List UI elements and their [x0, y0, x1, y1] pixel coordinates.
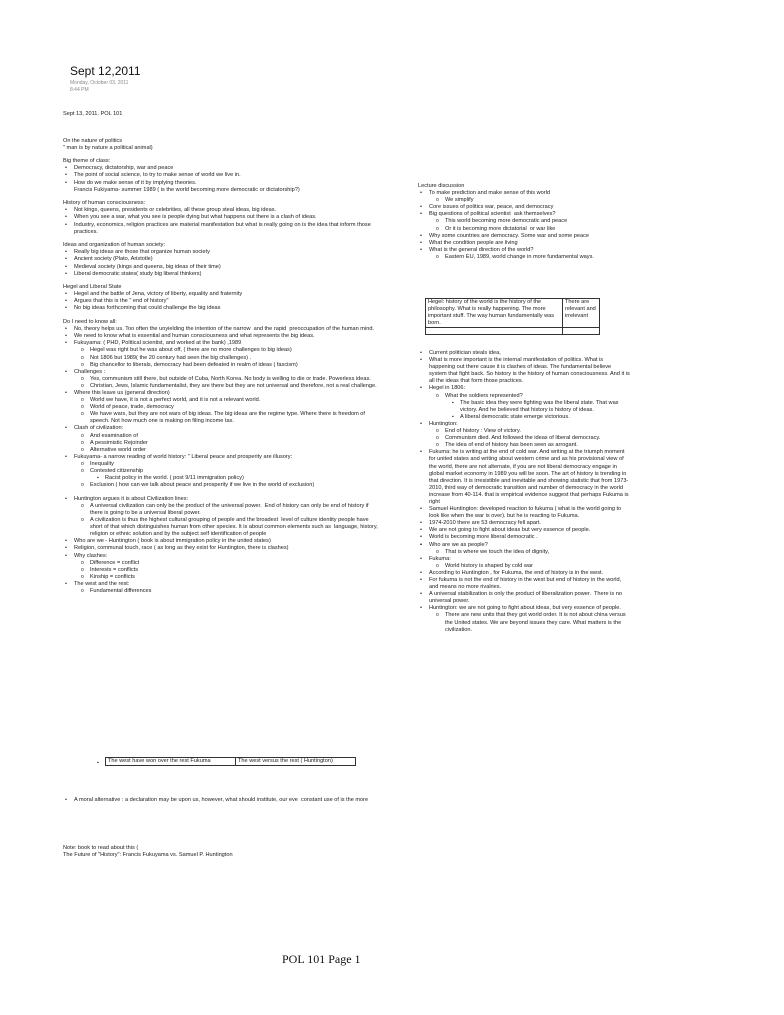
bullet-item: • According to Huntington , for Fukuma, the end of history is in the west. — [418, 570, 630, 577]
bullet-item: • Who are we - Huntington ( book is about immigration policy in the united states) — [63, 538, 378, 545]
bullet-item: • Huntington argues it is about Civilization lines: — [63, 496, 378, 503]
bullet-item: • Current politician steals idea, — [418, 350, 630, 357]
bullet-item: • What is the general direction of the world? — [418, 247, 628, 254]
sub-bullet-item: o End of history : View of victory. — [418, 428, 630, 435]
sub-bullet-item: o Eastern EU, 1989, world change in more fundamental ways. — [418, 254, 628, 261]
left-table-wrap — [63, 757, 363, 766]
note-line: Lecture discussion — [418, 183, 465, 189]
sub-bullet-item: ▪ The basic idea they were fighting was the liberal state. That was victory. And he believed that history is history of ideas. — [418, 400, 630, 414]
table-cell-relevant: There are relevant and irrelevant — [563, 299, 600, 328]
note-line: Big theme of class: — [63, 158, 111, 165]
bullet-item: • Religion, communal touch, race ( as long as they exist for Huntington, there is clashes) — [63, 545, 378, 552]
sub-bullet-item: o What the soldiers represented? — [418, 393, 630, 400]
sub-bullet-item: o Not 1806 but 1989( the 20 century had seen the big challenges) . — [63, 355, 378, 362]
sub-bullet-item: o Christian, Jews, Islamic fundamentalist, they are there but they are not universal and therefore, not a real challenge. — [63, 383, 378, 390]
bullet-item: • Fukuyama- a narrow reading of world history: " Liberal peace and prosperity are illusory: — [63, 454, 378, 461]
bullet-item: • No big ideas forthcoming that could challenge the big ideas — [63, 305, 378, 312]
bullet-item: • A moral alternative : a declaration may be upon us, however, what should institute, our eve constant use of is the more — [63, 797, 383, 804]
bullet-item: • Fukuma: — [418, 556, 630, 563]
bullet-item: • Hegel and the battle of Jena, victory of liberty, equality and fraternity — [63, 291, 378, 298]
sub-bullet-item: o World we have, it is not a perfect world, and it is not a relevant world. — [63, 397, 378, 404]
sub-bullet-item: o There are new units that they got world order. It is not about china versus the United states. We are beyond issues they care. What matters is the civilization. — [418, 612, 630, 633]
sub-bullet-item: o That is where we touch the idea of dignity, — [418, 549, 630, 556]
sub-bullet-item: o We have wars, but they are not wars of big ideas. The big ideas are the regime type. Where there is freedom of speech. Not how much one is making on filing income tax. — [63, 411, 378, 425]
bullet-item: • Fukuyama: ( PHD, Political scientist, and worked at the bank) ,1989 — [63, 340, 378, 347]
sub-bullet-item: o A universal civilization can only be the product of the universal power. End of history can only be end of history if there is going to be a universal liberal power. — [63, 503, 378, 517]
note-line: Hegel and Liberal State — [63, 284, 122, 291]
sub-bullet-item: o The idea of end of history has been seen as arrogant. — [418, 442, 630, 449]
sub-bullet-item: o Hegel was right but he was about off, ( there are no more challenges to big ideas) — [63, 347, 378, 354]
bullet-item: • Medieval society (kings and queens, big ideas of their time) — [63, 264, 378, 271]
bullet-item: • What is more important is the internal manifestation of politics. What is happening out there cause it is clashes of ideas. The fundamental believe system that fight back. So history is the history of human consciousness. And it is all the ideas that form those practices. — [418, 357, 630, 385]
note-line: The Future of "History": Francis Fukuyama vs. Samuel P. Huntington — [63, 852, 233, 859]
page-title: Sept 12,2011 — [70, 64, 141, 78]
note-line: Ideas and organization of human society: — [63, 242, 165, 249]
bullet-item: • The west and the rest: — [63, 581, 378, 588]
west-vs-rest-table — [105, 757, 356, 766]
sub-bullet-item: o Alternative world order — [63, 447, 378, 454]
sub-bullet-item: o Interests = conflicts — [63, 567, 378, 574]
bullet-item: • Hegel in 1806: — [418, 385, 630, 392]
sub-bullet-item: o Contested citizenship — [63, 468, 378, 475]
sub-bullet-item: o And examination of — [63, 433, 378, 440]
bullet-item: • When you see a war, what you see is people dying but what happens out there is a clash of ideas. — [63, 214, 378, 221]
bullet-item: • Core issues of politics war, peace, and democracy — [418, 204, 628, 211]
sub-bullet-item: o Difference = conflict — [63, 560, 378, 567]
bullet-item: • Not kings, queens, presidents or celebrities, all these group steal ideas, big ideas. — [63, 207, 378, 214]
sub-bullet-item: o Fundamental differences — [63, 588, 378, 595]
note-line: Sept 13, 2011. POL 101 — [63, 111, 123, 117]
table-cell-empty-2 — [563, 328, 600, 335]
table-cell-hegel: Hegel: history of the world is the history of the philosophy. What is really happening. The more important stuff. The way human fundamentally was born. — [426, 299, 563, 328]
left-tail — [63, 797, 383, 804]
bullet-item: • Big questions of political scientist ask themselves? — [418, 211, 628, 218]
bullet-item: • For fukuma is not the end of history in the west but end of history in the world, and means no more rivalries. — [418, 577, 630, 591]
bullet-item: • Huntington: we are not going to fight about ideas, but very essence of people. — [418, 605, 630, 612]
sub-bullet-item: o Big chancellor to liberals, democracy had been defeated in realm of ideas ( fascism) — [63, 362, 378, 369]
bullet-item: • Why some countries are democracy. Some war and some peace — [418, 233, 628, 240]
bullet-item: • Why clashes: — [63, 553, 378, 560]
sub-bullet-item: o Or it is becoming more dictatorial or war like — [418, 226, 628, 233]
bullet-item: • Samuel Huntington: developed reaction to fukuma ( what is the world going to look like when the war is over). but he is reacting to Fukuma. — [418, 506, 630, 520]
sub-bullet-item: o A civilization is thus the highest cultural grouping of people and the broadest level of culture identity people have short of that which distinguishes human from other species. It is about common elements such as language, history, religion or ethnic solution and by the subject self identification of people — [63, 517, 378, 538]
bullet-item: • Fukuma: he is writing at the end of cold war. And writing at the triumph moment for united states and writing about western crime and as his provisional view of the world, there are not alternate, if you are not liberal democracy engage in global market economy in 1989 you will be soon. The art of history is trending in that direction. It is irresistible and inevitable and showing statistic that from 1973-2010, third way of democratic transition and number of democracy in the world increase from 40-114. that is empirical evidence suggest that perhaps Fukuma is right — [418, 449, 630, 506]
bullet-item: • 1974-2010 there are 53 democracy fell apart. — [418, 520, 630, 527]
bullet-item: • The point of social science, to try to make sense of world we live in. — [63, 172, 378, 179]
sub-bullet-item: o Yes, communism still there, but outside of Cuba, North Korea. No body is welling to die or trade. Powerless ideas. — [63, 376, 378, 383]
note-line: Do I need to know all: — [63, 319, 117, 326]
bullet-item: • Argues that this is the " end of history" — [63, 298, 378, 305]
table-bullet-icon: ▪ — [97, 760, 99, 766]
bullet-item: Francis Fukiyama- summer 1989 ( is the world becoming more democratic or dictatorship?) — [74, 186, 300, 193]
sub-bullet-item: o Exclusion ( how can we talk about peace and prosperity if we live in the world of exclusion) — [63, 482, 378, 489]
left-column — [63, 111, 378, 595]
bullet-item: • World is becoming more liberal democratic . — [418, 534, 630, 541]
bullet-item: • Industry, economics, religion practices are material manifestation but what is really going on is the idea that inform those practices. — [63, 222, 378, 236]
bullet-item: • Really big ideas are those that organize human society — [63, 249, 378, 256]
note-line: " man is by nature a political animal) — [63, 144, 153, 151]
bullet-item: • Who are we as people? — [418, 542, 630, 549]
table-cell-fukuma: The west have won over the rest Fukuma — [106, 758, 236, 766]
sub-bullet-item: o We simplify — [418, 197, 628, 204]
sub-bullet-item: o Kinship = conflicts — [63, 574, 378, 581]
note-line: On the nature of politics — [63, 137, 123, 144]
note-line: Note: book to read about this ( — [63, 845, 139, 851]
table-cell-empty-1 — [426, 328, 563, 335]
sub-bullet-item: o Inequality — [63, 461, 378, 468]
sub-bullet-item: o World history is shaped by cold war — [418, 563, 630, 570]
note-line: History of human consciousness: — [63, 200, 146, 207]
sub-bullet-item: o This world becoming more democratic and peace — [418, 218, 628, 225]
sub-bullet-item: o A pessimistic Rejoinder — [63, 440, 378, 447]
hegel-table — [425, 298, 600, 335]
bullet-item: • Huntington: — [418, 421, 630, 428]
right-column-2 — [418, 350, 630, 634]
book-note — [63, 845, 383, 859]
page-date: Monday, October 03, 2011 — [70, 80, 129, 86]
bullet-item: • What the condition people are living — [418, 240, 628, 247]
sub-bullet-item: o Communism died. And followed the ideas of liberal democracy. — [418, 435, 630, 442]
right-column — [418, 183, 628, 261]
bullet-item: • We need to know what is essential and human consciousness and what represents the big ideas. — [63, 333, 378, 340]
bullet-item: • No, theory helps us. Too often the unyielding the intention of the narrow and the rapid preoccupation of the human mind. — [63, 326, 378, 333]
bullet-item: • We are not going to fight about ideas but very essence of people. — [418, 527, 630, 534]
bullet-item: • Ancient society (Plato, Aristotle) — [63, 256, 378, 263]
bullet-item: • Liberal democratic states( study big liberal thinkers) — [63, 271, 378, 278]
bullet-item: • Democracy, dictatorship, war and peace — [63, 165, 378, 172]
sub-bullet-item: ▪ A liberal democratic state emerge victorious. — [418, 414, 630, 421]
bullet-item: • Clash of civilization: — [63, 425, 378, 432]
bullet-item: • Challenges : — [63, 369, 378, 376]
bullet-item: • Where this leave us (general direction) — [63, 390, 378, 397]
sub-bullet-item: ▪ Racist policy in the world. ( post 9/11 immigration policy) — [63, 475, 378, 482]
page-footer: POL 101 Page 1 — [282, 952, 361, 966]
bullet-item: • How do we make sense of it by implying theories. — [63, 180, 378, 187]
sub-bullet-item: o World of peace, trade, democracy — [63, 404, 378, 411]
right-table-wrap — [425, 298, 635, 335]
page-time: 8:44 PM — [70, 87, 89, 93]
bullet-item: • To make prediction and make sense of this world — [418, 190, 628, 197]
bullet-item: • A universal stabilization is only the product of liberalization power. There is no universal power. — [418, 591, 630, 605]
table-cell-huntington: The west versus the rest ( Huntington) — [236, 758, 356, 766]
